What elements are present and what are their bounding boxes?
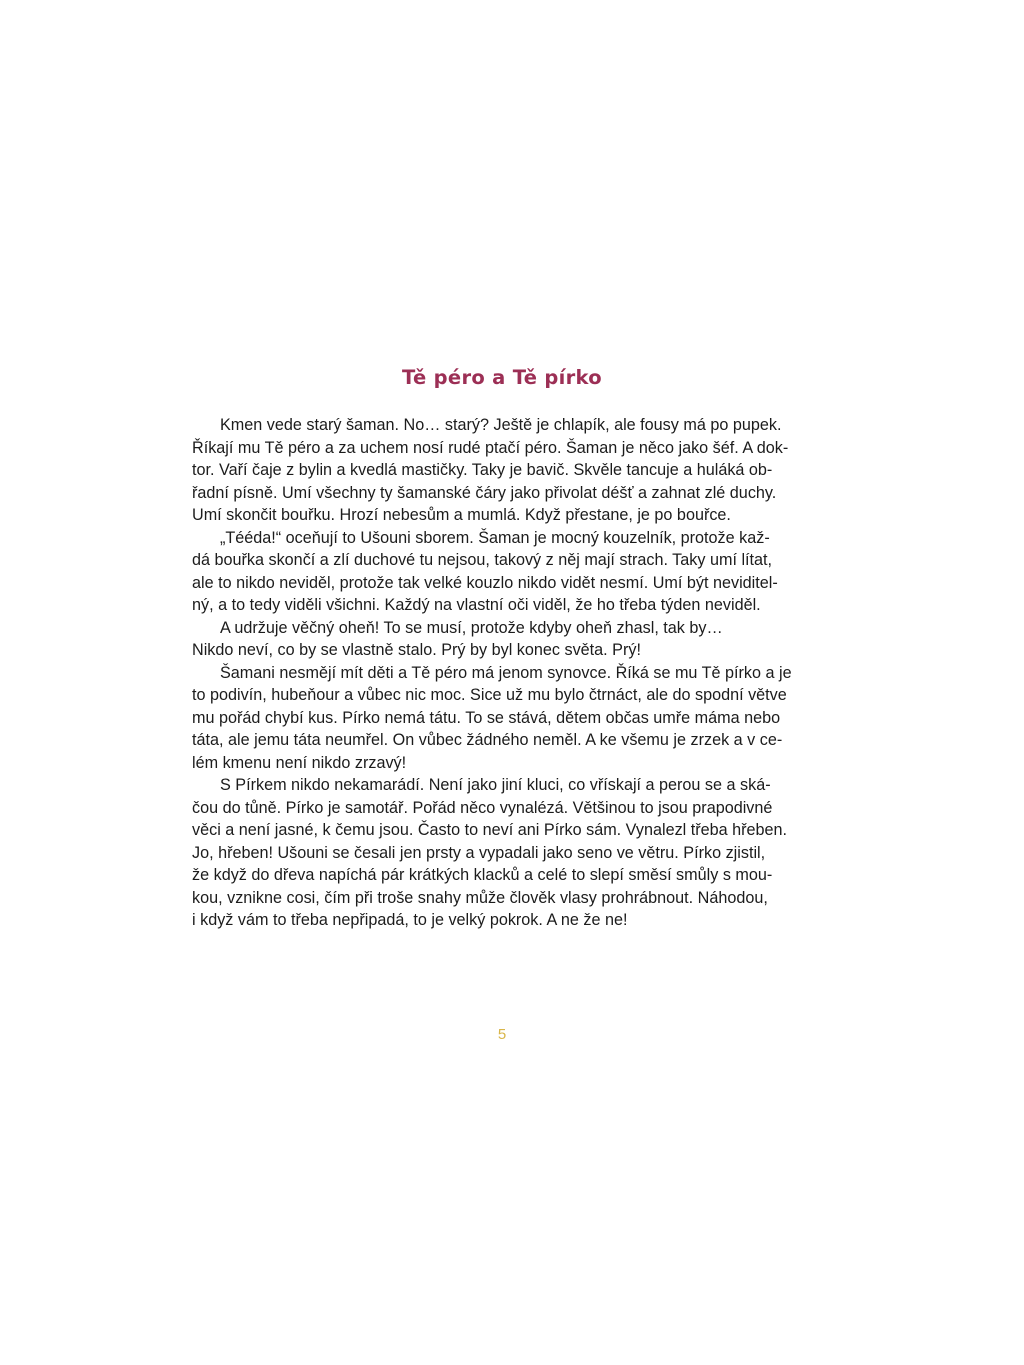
text-line: Jo, hřeben! Ušouni se česali jen prsty a vypadali jako seno ve větru. Pírko zjistil,: [192, 843, 766, 862]
text-line: táta, ale jemu táta neumřel. On vůbec žádného neměl. A ke všemu je zrzek a v ce-: [192, 731, 783, 749]
body-text: [192, 414, 832, 932]
text-line: čou do tůně. Pírko je samotář. Pořád něco vynalézá. Většinou to jsou prapodivné: [192, 798, 773, 817]
text-line: Říkají mu Tě péro a za uchem nosí rudé ptačí péro. Šaman je něco jako šéf. A dok-: [192, 438, 789, 457]
text-line: kou, vznikne cosi, čím při troše snahy může člověk vlasy prohrábnout. Náhodou,: [192, 888, 768, 907]
text-line: i když vám to třeba nepřipadá, to je velký pokrok. A ne že ne!: [192, 911, 628, 929]
text-line: „Tééda!“ oceňují to Ušouni sborem. Šaman je mocný kouzelník, protože kaž-: [220, 528, 770, 547]
text-line: to podivín, hubeňour a vůbec nic moc. Sice už mu bylo čtrnáct, ale do spodní větve: [192, 686, 787, 704]
text-line: Kmen vede starý šaman. No… starý? Ještě je chlapík, ale fousy má po pupek.: [220, 416, 782, 434]
text-line: A udržuje věčný oheň! To se musí, protože kdyby oheň zhasl, tak by…: [220, 618, 723, 637]
text-line: Umí skončit bouřku. Hrozí nebesům a mumlá. Když přestane, je po bouřce.: [192, 506, 731, 524]
text-line: lém kmenu není nikdo zrzavý!: [192, 753, 407, 772]
page-number: 5: [497, 1026, 507, 1043]
text-line: řadní písně. Umí všechny ty šamanské čáry jako přivolat déšť a zahnat zlé duchy.: [192, 483, 777, 502]
text-line: mu pořád chybí kus. Pírko nemá tátu. To se stává, dětem občas umře máma nebo: [192, 708, 781, 727]
text-line: Šamani nesmějí mít děti a Tě péro má jenom synovce. Říká se mu Tě pírko a je: [220, 663, 792, 682]
text-line: ný, a to tedy viděli všichni. Každý na vlastní oči viděl, že ho třeba týden neviděl.: [192, 596, 761, 614]
text-line: dá bouřka skončí a zlí duchové tu nejsou, takový z něj mají strach. Taky umí lítat,: [192, 551, 773, 569]
text-line: ale to nikdo neviděl, protože tak velké kouzlo nikdo vidět nesmí. Umí být neviditel-: [192, 573, 778, 592]
text-line: že když do dřeva napíchá pár krátkých klacků a celé to slepí směsí smůly s mou-: [192, 866, 773, 884]
text-line: tor. Vaří čaje z bylin a kvedlá mastičky. Taky je bavič. Skvěle tancuje a huláká ob-: [192, 461, 773, 479]
chapter-title: Tě péro a Tě pírko: [402, 366, 602, 389]
text-line: Nikdo neví, co by se vlastně stalo. Prý by byl konec světa. Prý!: [192, 641, 641, 659]
text-line: S Pírkem nikdo nekamarádí. Není jako jiní kluci, co vřískají a perou se a ská-: [220, 776, 771, 794]
text-line: věci a není jasné, k čemu jsou. Často to neví ani Pírko sám. Vynalezl třeba hřeben.: [192, 821, 788, 839]
